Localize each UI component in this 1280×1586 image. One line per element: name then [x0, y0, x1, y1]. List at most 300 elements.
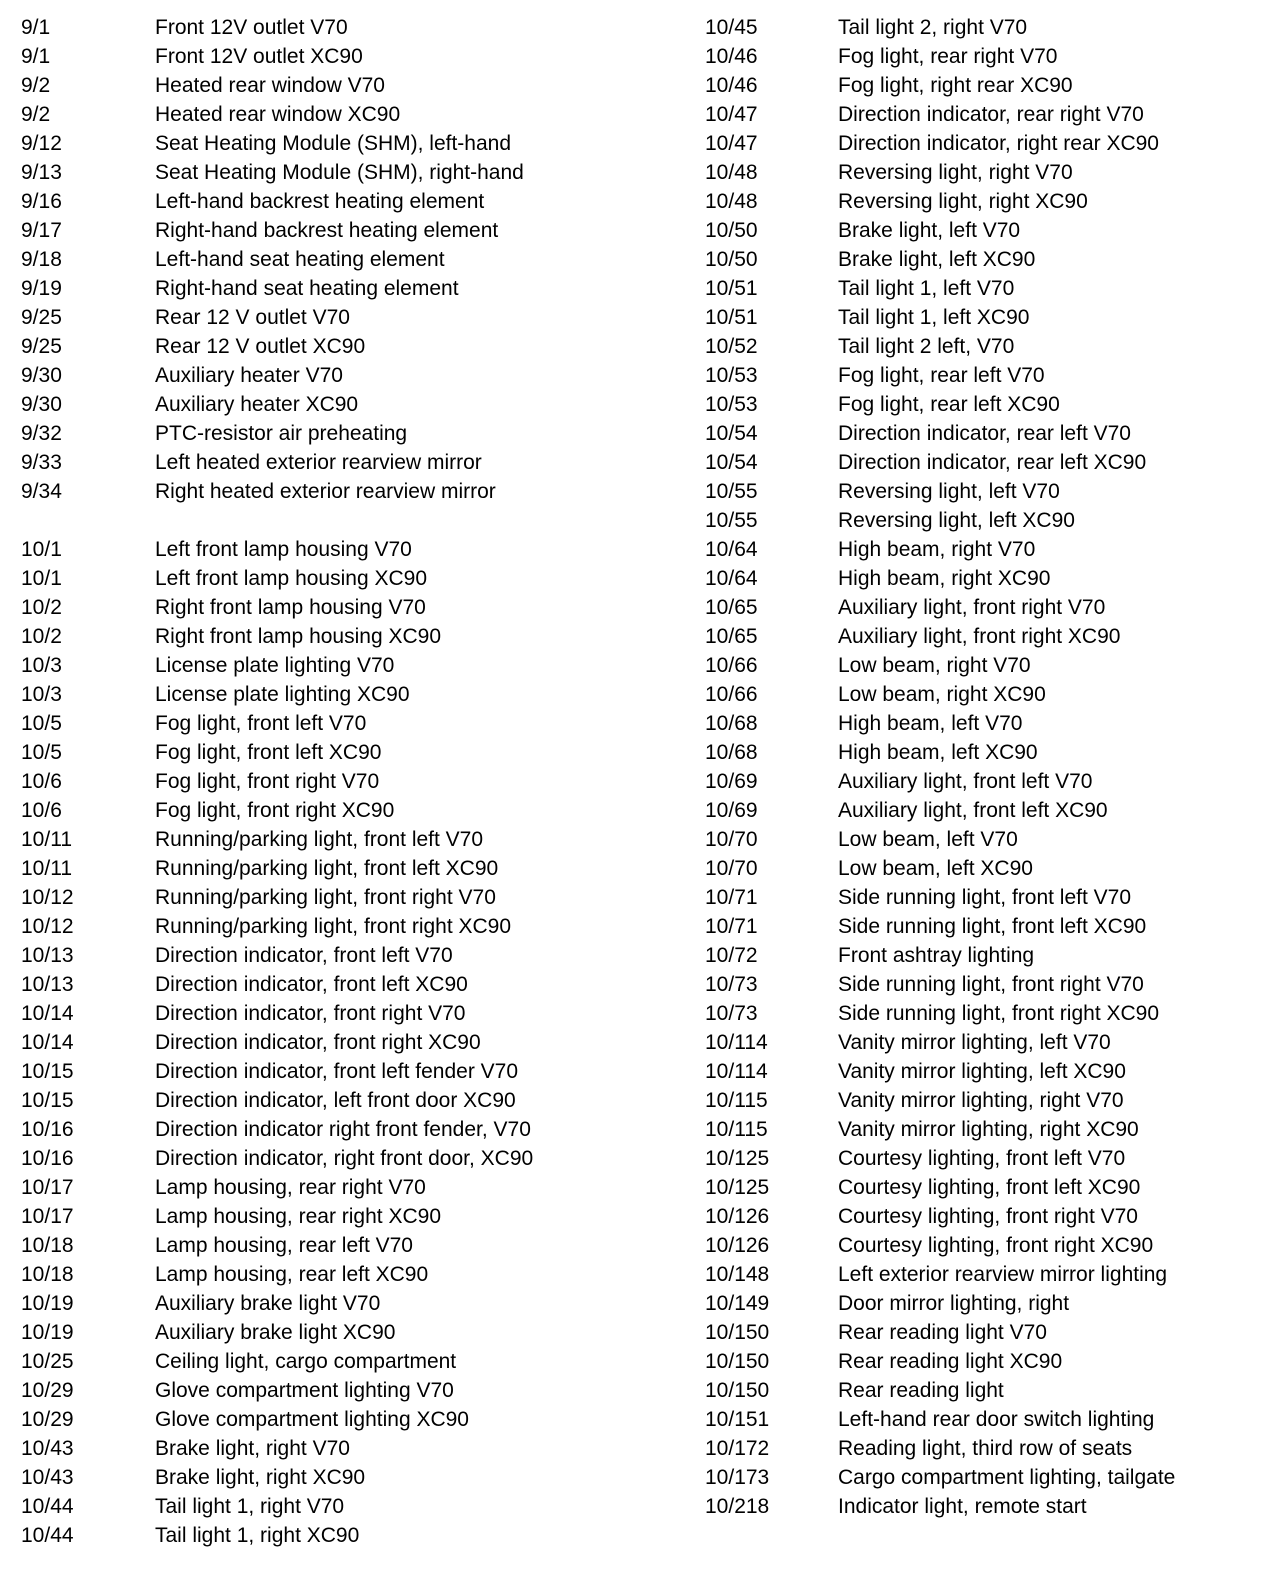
component-row — [705, 854, 1175, 883]
component-code: 10/65 — [705, 596, 758, 619]
component-description: Side running light, front left XC90 — [838, 915, 1147, 938]
component-description: Lamp housing, rear right V70 — [155, 1176, 426, 1199]
component-code: 10/17 — [21, 1176, 74, 1199]
component-row — [21, 1521, 533, 1550]
component-row — [705, 1231, 1175, 1260]
component-row — [705, 158, 1175, 187]
component-row — [705, 825, 1175, 854]
component-description: Reading light, third row of seats — [838, 1437, 1133, 1460]
component-code: 10/54 — [705, 451, 758, 474]
component-description: Rear reading light V70 — [838, 1321, 1047, 1344]
component-code: 9/25 — [21, 335, 62, 358]
component-description: High beam, right XC90 — [838, 567, 1051, 590]
component-code: 9/33 — [21, 451, 62, 474]
component-description: Direction indicator, right front door, XC90 — [155, 1147, 534, 1170]
component-description: Direction indicator, rear left XC90 — [838, 451, 1147, 474]
component-row — [21, 1347, 533, 1376]
component-code: 10/71 — [705, 886, 758, 909]
component-row — [21, 1086, 533, 1115]
component-row — [705, 912, 1175, 941]
component-row — [21, 129, 533, 158]
component-code: 10/150 — [705, 1379, 770, 1402]
component-row — [21, 970, 533, 999]
component-code: 10/126 — [705, 1205, 770, 1228]
component-description: High beam, right V70 — [838, 538, 1036, 561]
component-description: Vanity mirror lighting, left XC90 — [838, 1060, 1126, 1083]
component-code: 10/2 — [21, 625, 62, 648]
component-row — [705, 1173, 1175, 1202]
component-row — [21, 245, 533, 274]
component-code: 10/70 — [705, 828, 758, 851]
component-description: Fog light, rear right V70 — [838, 45, 1058, 68]
component-row — [705, 477, 1175, 506]
component-code: 10/125 — [705, 1176, 770, 1199]
component-code: 10/55 — [705, 509, 758, 532]
component-description: Front ashtray lighting — [838, 944, 1035, 967]
component-row — [705, 1289, 1175, 1318]
component-code: 10/19 — [21, 1292, 74, 1315]
component-description: Auxiliary light, front right V70 — [838, 596, 1106, 619]
component-row — [705, 71, 1175, 100]
component-row — [705, 1492, 1175, 1521]
component-code: 10/50 — [705, 219, 758, 242]
component-description: Brake light, right XC90 — [155, 1466, 366, 1489]
component-code: 9/1 — [21, 45, 51, 68]
component-code: 10/3 — [21, 654, 62, 677]
component-code: 10/43 — [21, 1437, 74, 1460]
component-code: 10/3 — [21, 683, 62, 706]
component-code: 10/69 — [705, 799, 758, 822]
right-column — [705, 13, 1175, 1521]
component-code: 10/173 — [705, 1466, 770, 1489]
component-description: Door mirror lighting, right — [838, 1292, 1070, 1315]
component-description: High beam, left V70 — [838, 712, 1023, 735]
component-row — [21, 999, 533, 1028]
component-code: 9/17 — [21, 219, 62, 242]
component-code: 10/13 — [21, 944, 74, 967]
component-code: 10/43 — [21, 1466, 74, 1489]
component-code: 10/5 — [21, 712, 62, 735]
component-row — [705, 390, 1175, 419]
component-row — [705, 1260, 1175, 1289]
component-description: Tail light 1, left XC90 — [838, 306, 1030, 329]
component-row — [21, 332, 533, 361]
component-code: 10/115 — [705, 1118, 768, 1141]
component-row — [705, 1347, 1175, 1376]
component-code: 10/6 — [21, 799, 62, 822]
component-row — [21, 941, 533, 970]
component-description: Auxiliary heater XC90 — [155, 393, 359, 416]
component-row — [21, 535, 533, 564]
component-code: 10/53 — [705, 364, 758, 387]
component-code: 10/73 — [705, 973, 758, 996]
component-code: 10/29 — [21, 1379, 74, 1402]
component-row — [705, 1202, 1175, 1231]
component-code: 10/151 — [705, 1408, 770, 1431]
component-description: Seat Heating Module (SHM), left-hand — [155, 132, 512, 155]
component-description: Low beam, right V70 — [838, 654, 1031, 677]
component-row — [21, 477, 533, 506]
component-code: 10/66 — [705, 683, 758, 706]
component-description: Reversing light, right V70 — [838, 161, 1073, 184]
component-code: 9/12 — [21, 132, 62, 155]
component-row — [21, 1376, 533, 1405]
component-code: 10/52 — [705, 335, 758, 358]
component-row — [705, 1028, 1175, 1057]
component-description: Lamp housing, rear left V70 — [155, 1234, 413, 1257]
component-code: 9/25 — [21, 306, 62, 329]
component-row — [21, 448, 533, 477]
component-row — [21, 1405, 533, 1434]
component-description: Courtesy lighting, front left V70 — [838, 1147, 1126, 1170]
component-row — [705, 1115, 1175, 1144]
component-row — [21, 796, 533, 825]
component-code: 10/71 — [705, 915, 758, 938]
component-code: 10/150 — [705, 1321, 770, 1344]
component-code: 10/48 — [705, 161, 758, 184]
component-description: Seat Heating Module (SHM), right-hand — [155, 161, 524, 184]
component-description: Front 12V outlet V70 — [155, 16, 348, 39]
component-description: Cargo compartment lighting, tailgate — [838, 1466, 1176, 1489]
component-row — [705, 448, 1175, 477]
component-row — [705, 13, 1175, 42]
component-row — [705, 332, 1175, 361]
component-code: 10/126 — [705, 1234, 770, 1257]
component-code: 10/69 — [705, 770, 758, 793]
component-code: 10/51 — [705, 306, 758, 329]
component-description: Running/parking light, front right XC90 — [155, 915, 512, 938]
component-description: Right heated exterior rearview mirror — [155, 480, 496, 503]
component-description: Fog light, front right V70 — [155, 770, 380, 793]
component-code: 9/1 — [21, 16, 51, 39]
component-description: Left front lamp housing XC90 — [155, 567, 427, 590]
component-code: 10/66 — [705, 654, 758, 677]
component-description: Lamp housing, rear left XC90 — [155, 1263, 429, 1286]
component-description: Front 12V outlet XC90 — [155, 45, 363, 68]
component-row — [21, 622, 533, 651]
component-row — [705, 1376, 1175, 1405]
component-code: 10/114 — [705, 1060, 768, 1083]
component-description: Direction indicator right front fender, V70 — [155, 1118, 531, 1141]
component-code: 10/218 — [705, 1495, 770, 1518]
component-description: PTC-resistor air preheating — [155, 422, 408, 445]
component-code: 10/16 — [21, 1147, 74, 1170]
component-code: 9/18 — [21, 248, 62, 271]
component-code: 10/15 — [21, 1089, 74, 1112]
component-description: Ceiling light, cargo compartment — [155, 1350, 457, 1373]
component-description: Side running light, front right V70 — [838, 973, 1144, 996]
component-description: Left heated exterior rearview mirror — [155, 451, 482, 474]
component-code: 9/2 — [21, 74, 51, 97]
component-description: Right front lamp housing XC90 — [155, 625, 441, 648]
component-description: Reversing light, left XC90 — [838, 509, 1075, 532]
component-description: Running/parking light, front left XC90 — [155, 857, 499, 880]
component-code: 10/54 — [705, 422, 758, 445]
component-code: 9/19 — [21, 277, 62, 300]
component-code: 10/149 — [705, 1292, 770, 1315]
component-description: Right-hand backrest heating element — [155, 219, 499, 242]
component-description: Fog light, rear left XC90 — [838, 393, 1060, 416]
component-code: 10/11 — [21, 857, 72, 880]
component-description: Courtesy lighting, front right XC90 — [838, 1234, 1154, 1257]
component-description: Running/parking light, front left V70 — [155, 828, 484, 851]
component-code: 10/12 — [21, 915, 74, 938]
component-code: 10/47 — [705, 132, 758, 155]
component-description: Direction indicator, front right V70 — [155, 1002, 466, 1025]
component-description: Reversing light, left V70 — [838, 480, 1060, 503]
component-row — [705, 564, 1175, 593]
component-row — [705, 245, 1175, 274]
component-description: Low beam, left V70 — [838, 828, 1018, 851]
component-description: Indicator light, remote start — [838, 1495, 1087, 1518]
component-code: 10/148 — [705, 1263, 770, 1286]
component-code: 10/48 — [705, 190, 758, 213]
component-description: Fog light, rear left V70 — [838, 364, 1045, 387]
component-row — [705, 303, 1175, 332]
component-row — [21, 1173, 533, 1202]
component-row — [21, 187, 533, 216]
component-code: 10/46 — [705, 74, 758, 97]
component-code: 9/34 — [21, 480, 62, 503]
component-row — [21, 1260, 533, 1289]
component-description: Tail light 2 left, V70 — [838, 335, 1015, 358]
component-code: 9/30 — [21, 364, 62, 387]
component-row — [705, 999, 1175, 1028]
component-code: 10/64 — [705, 567, 758, 590]
component-description: Heated rear window V70 — [155, 74, 385, 97]
component-code: 10/12 — [21, 886, 74, 909]
component-description: Direction indicator, right rear XC90 — [838, 132, 1159, 155]
component-description: Auxiliary light, front right XC90 — [838, 625, 1121, 648]
component-description: Courtesy lighting, front left XC90 — [838, 1176, 1141, 1199]
component-description: Left-hand rear door switch lighting — [838, 1408, 1155, 1431]
component-description: Rear reading light — [838, 1379, 1004, 1402]
component-description: License plate lighting V70 — [155, 654, 395, 677]
component-code: 10/115 — [705, 1089, 768, 1112]
component-code: 10/29 — [21, 1408, 74, 1431]
component-row — [705, 1144, 1175, 1173]
component-row — [705, 535, 1175, 564]
component-description: Left front lamp housing V70 — [155, 538, 412, 561]
component-row — [705, 738, 1175, 767]
component-code: 9/16 — [21, 190, 62, 213]
component-description: Side running light, front left V70 — [838, 886, 1132, 909]
component-row — [21, 13, 533, 42]
component-code: 10/17 — [21, 1205, 74, 1228]
component-description: Tail light 2, right V70 — [838, 16, 1028, 39]
left-column — [21, 13, 533, 1550]
component-row — [21, 1434, 533, 1463]
component-code: 10/70 — [705, 857, 758, 880]
component-row — [705, 361, 1175, 390]
component-row — [705, 42, 1175, 71]
component-code: 10/72 — [705, 944, 758, 967]
component-description: Direction indicator, front left V70 — [155, 944, 453, 967]
component-row — [705, 767, 1175, 796]
component-description: Tail light 1, right XC90 — [155, 1524, 360, 1547]
component-row — [21, 1463, 533, 1492]
component-description: Lamp housing, rear right XC90 — [155, 1205, 441, 1228]
component-row — [705, 680, 1175, 709]
component-code: 10/11 — [21, 828, 72, 851]
component-row — [21, 100, 533, 129]
component-row — [705, 274, 1175, 303]
component-row — [21, 1492, 533, 1521]
component-description: Brake light, right V70 — [155, 1437, 350, 1460]
component-description: Right front lamp housing V70 — [155, 596, 426, 619]
component-description: Fog light, front left XC90 — [155, 741, 382, 764]
component-description: Fog light, front left V70 — [155, 712, 367, 735]
component-description: Auxiliary brake light XC90 — [155, 1321, 396, 1344]
component-description: Left-hand seat heating element — [155, 248, 445, 271]
component-description: Heated rear window XC90 — [155, 103, 401, 126]
component-description: Auxiliary brake light V70 — [155, 1292, 381, 1315]
component-code: 10/150 — [705, 1350, 770, 1373]
component-code: 9/32 — [21, 422, 62, 445]
component-code: 9/30 — [21, 393, 62, 416]
component-description: Auxiliary light, front left V70 — [838, 770, 1093, 793]
component-row — [21, 651, 533, 680]
component-code: 10/47 — [705, 103, 758, 126]
component-code: 10/125 — [705, 1147, 770, 1170]
component-description: Rear 12 V outlet V70 — [155, 306, 350, 329]
component-row — [21, 390, 533, 419]
component-description: Courtesy lighting, front right V70 — [838, 1205, 1138, 1228]
component-code: 10/73 — [705, 1002, 758, 1025]
component-row — [705, 709, 1175, 738]
component-code: 10/172 — [705, 1437, 770, 1460]
component-row — [21, 825, 533, 854]
component-description: High beam, left XC90 — [838, 741, 1038, 764]
component-code: 9/13 — [21, 161, 62, 184]
component-description: Low beam, left XC90 — [838, 857, 1033, 880]
component-description: Left exterior rearview mirror lighting — [838, 1263, 1168, 1286]
component-code: 10/19 — [21, 1321, 74, 1344]
component-row — [21, 680, 533, 709]
component-row — [705, 651, 1175, 680]
component-code: 10/2 — [21, 596, 62, 619]
component-row — [705, 622, 1175, 651]
component-code: 10/25 — [21, 1350, 74, 1373]
component-code: 10/1 — [21, 538, 62, 561]
component-description: Glove compartment lighting V70 — [155, 1379, 454, 1402]
component-row — [705, 1086, 1175, 1115]
component-description: Brake light, left V70 — [838, 219, 1021, 242]
component-code: 10/44 — [21, 1524, 74, 1547]
component-description: Direction indicator, front right XC90 — [155, 1031, 481, 1054]
component-code: 10/1 — [21, 567, 62, 590]
component-row — [21, 1115, 533, 1144]
component-row — [21, 883, 533, 912]
component-row — [21, 71, 533, 100]
component-description: Fog light, right rear XC90 — [838, 74, 1073, 97]
component-description: Side running light, front right XC90 — [838, 1002, 1160, 1025]
component-row — [21, 1028, 533, 1057]
component-code: 10/68 — [705, 712, 758, 735]
component-row — [705, 1318, 1175, 1347]
component-row — [21, 158, 533, 187]
component-description: Low beam, right XC90 — [838, 683, 1046, 706]
component-row — [705, 1057, 1175, 1086]
component-row — [705, 419, 1175, 448]
component-row — [705, 506, 1175, 535]
component-description: Fog light, front right XC90 — [155, 799, 395, 822]
component-row — [21, 216, 533, 245]
component-row — [705, 1434, 1175, 1463]
component-description: Direction indicator, left front door XC90 — [155, 1089, 516, 1112]
component-description: Rear 12 V outlet XC90 — [155, 335, 366, 358]
component-row — [21, 506, 533, 535]
component-row — [21, 1144, 533, 1173]
component-description: Vanity mirror lighting, left V70 — [838, 1031, 1111, 1054]
component-code: 9/2 — [21, 103, 51, 126]
component-row — [705, 1405, 1175, 1434]
component-row — [21, 274, 533, 303]
component-code: 10/46 — [705, 45, 758, 68]
component-code: 10/13 — [21, 973, 74, 996]
component-row — [21, 1289, 533, 1318]
component-row — [21, 738, 533, 767]
component-code: 10/6 — [21, 770, 62, 793]
component-description: Vanity mirror lighting, right V70 — [838, 1089, 1124, 1112]
component-row — [21, 767, 533, 796]
component-description: Direction indicator, rear left V70 — [838, 422, 1131, 445]
component-row — [21, 361, 533, 390]
component-description: Tail light 1, left V70 — [838, 277, 1015, 300]
component-code: 10/55 — [705, 480, 758, 503]
component-description: Brake light, left XC90 — [838, 248, 1036, 271]
component-row — [705, 1463, 1175, 1492]
component-row — [705, 970, 1175, 999]
component-code: 10/44 — [21, 1495, 74, 1518]
component-description: Running/parking light, front right V70 — [155, 886, 496, 909]
component-row — [705, 796, 1175, 825]
component-row — [705, 129, 1175, 158]
component-code: 10/65 — [705, 625, 758, 648]
component-row — [21, 42, 533, 71]
component-row — [21, 1057, 533, 1086]
component-code: 10/50 — [705, 248, 758, 271]
component-code: 10/16 — [21, 1118, 74, 1141]
component-row — [21, 564, 533, 593]
component-description: Direction indicator, front left XC90 — [155, 973, 468, 996]
component-description: Vanity mirror lighting, right XC90 — [838, 1118, 1139, 1141]
component-description: Left-hand backrest heating element — [155, 190, 485, 213]
component-row — [21, 419, 533, 448]
component-row — [21, 1318, 533, 1347]
component-code: 10/51 — [705, 277, 758, 300]
component-code: 10/45 — [705, 16, 758, 39]
component-row — [705, 187, 1175, 216]
component-row — [705, 593, 1175, 622]
component-description: Tail light 1, right V70 — [155, 1495, 345, 1518]
component-row — [21, 1202, 533, 1231]
component-row — [705, 941, 1175, 970]
component-description: Reversing light, right XC90 — [838, 190, 1088, 213]
component-row — [21, 303, 533, 332]
component-row — [21, 593, 533, 622]
component-description: Direction indicator, rear right V70 — [838, 103, 1144, 126]
component-code: 10/64 — [705, 538, 758, 561]
component-row — [21, 854, 533, 883]
component-description: Auxiliary heater V70 — [155, 364, 343, 387]
component-code: 10/18 — [21, 1234, 74, 1257]
component-code: 10/68 — [705, 741, 758, 764]
component-code: 10/18 — [21, 1263, 74, 1286]
component-code: 10/5 — [21, 741, 62, 764]
component-row — [705, 100, 1175, 129]
component-code: 10/114 — [705, 1031, 768, 1054]
